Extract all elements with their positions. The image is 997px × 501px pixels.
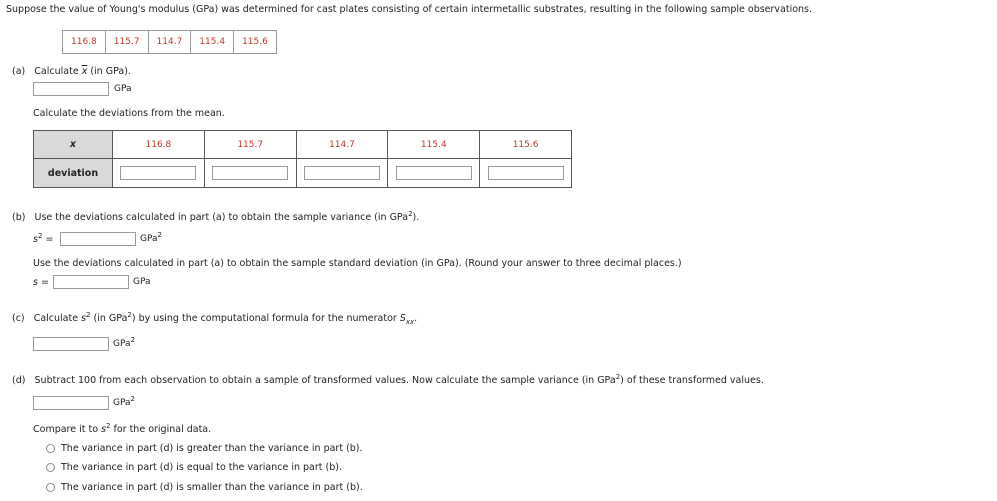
option-greater-label: The variance in part (d) is greater than the variance in part (b). (61, 443, 363, 454)
sd-prompt: Use the deviations calculated in part (a) to obtain the sample standard deviation (in GPa). (Round your answer to three decimal places.) (33, 258, 682, 269)
deviations-table (33, 130, 572, 188)
deviation-header: deviation (34, 159, 113, 188)
mean-unit: GPa (114, 84, 132, 94)
observation-value: 114.7 (148, 31, 191, 54)
x-value: 115.7 (204, 131, 296, 159)
x-value: 115.4 (388, 131, 480, 159)
part-c-prompt: (c) Calculate $s^2$ (in GPa$^2$) by using the computational formula for the numerator $S_{xx}$. (12, 310, 418, 326)
observation-value: 116.8 (63, 31, 106, 54)
radio-equal[interactable] (46, 463, 55, 472)
compare-prompt: Compare it to $s^2$ for the original data. (33, 421, 212, 435)
computational-variance-input[interactable] (33, 337, 109, 351)
deviation-cell (480, 159, 572, 188)
mean-input[interactable] (33, 82, 109, 96)
deviation-cell (113, 159, 205, 188)
deviations-prompt: Calculate the deviations from the mean. (33, 108, 225, 119)
option-equal-label: The variance in part (d) is equal to the variance in part (b). (61, 462, 342, 473)
deviation-cell (388, 159, 480, 188)
s2-label: $s^2$ = (33, 231, 54, 245)
part-a-prompt: (a) Calculate $\overline{x}$ (in GPa). (12, 66, 131, 77)
sd-input[interactable] (53, 275, 129, 289)
radio-smaller[interactable] (46, 483, 55, 492)
deviation-input[interactable] (212, 166, 288, 180)
observation-value: 115.7 (105, 31, 148, 54)
transformed-variance-input[interactable] (33, 396, 109, 410)
variance-unit: GPa$^2$ (140, 231, 162, 244)
deviation-cell (296, 159, 388, 188)
deviation-cell (204, 159, 296, 188)
observation-value: 115.4 (191, 31, 234, 54)
x-value: 116.8 (113, 131, 205, 159)
s-label: s = (33, 277, 49, 288)
x-value: 114.7 (296, 131, 388, 159)
x-bar-symbol: $\overline{x}$ (81, 66, 88, 77)
transformed-variance-unit: GPa$^2$ (113, 395, 135, 408)
radio-greater[interactable] (46, 444, 55, 453)
deviation-input[interactable] (488, 166, 564, 180)
option-smaller-label: The variance in part (d) is smaller than the variance in part (b). (61, 482, 363, 493)
intro-text: Suppose the value of Young's modulus (GPa) was determined for cast plates consisting of certain intermetallic substrates, resulting in the following sample observations. (6, 4, 813, 15)
x-header: x (34, 131, 113, 159)
computational-variance-unit: GPa$^2$ (113, 336, 135, 349)
deviation-input[interactable] (304, 166, 380, 180)
x-value: 115.6 (480, 131, 572, 159)
sd-unit: GPa (133, 277, 151, 287)
part-d-prompt: (d) Subtract 100 from each observation to obtain a sample of transformed values. Now calculate the sample variance (in GPa$^2$) of these transformed values. (12, 372, 764, 386)
deviation-input[interactable] (396, 166, 472, 180)
deviation-input[interactable] (120, 166, 196, 180)
variance-input[interactable] (60, 232, 136, 246)
observations-table (62, 30, 277, 54)
observation-value: 115.6 (234, 31, 277, 54)
part-b-prompt: (b) Use the deviations calculated in part (a) to obtain the sample variance (in GPa$^2$). (12, 209, 420, 223)
